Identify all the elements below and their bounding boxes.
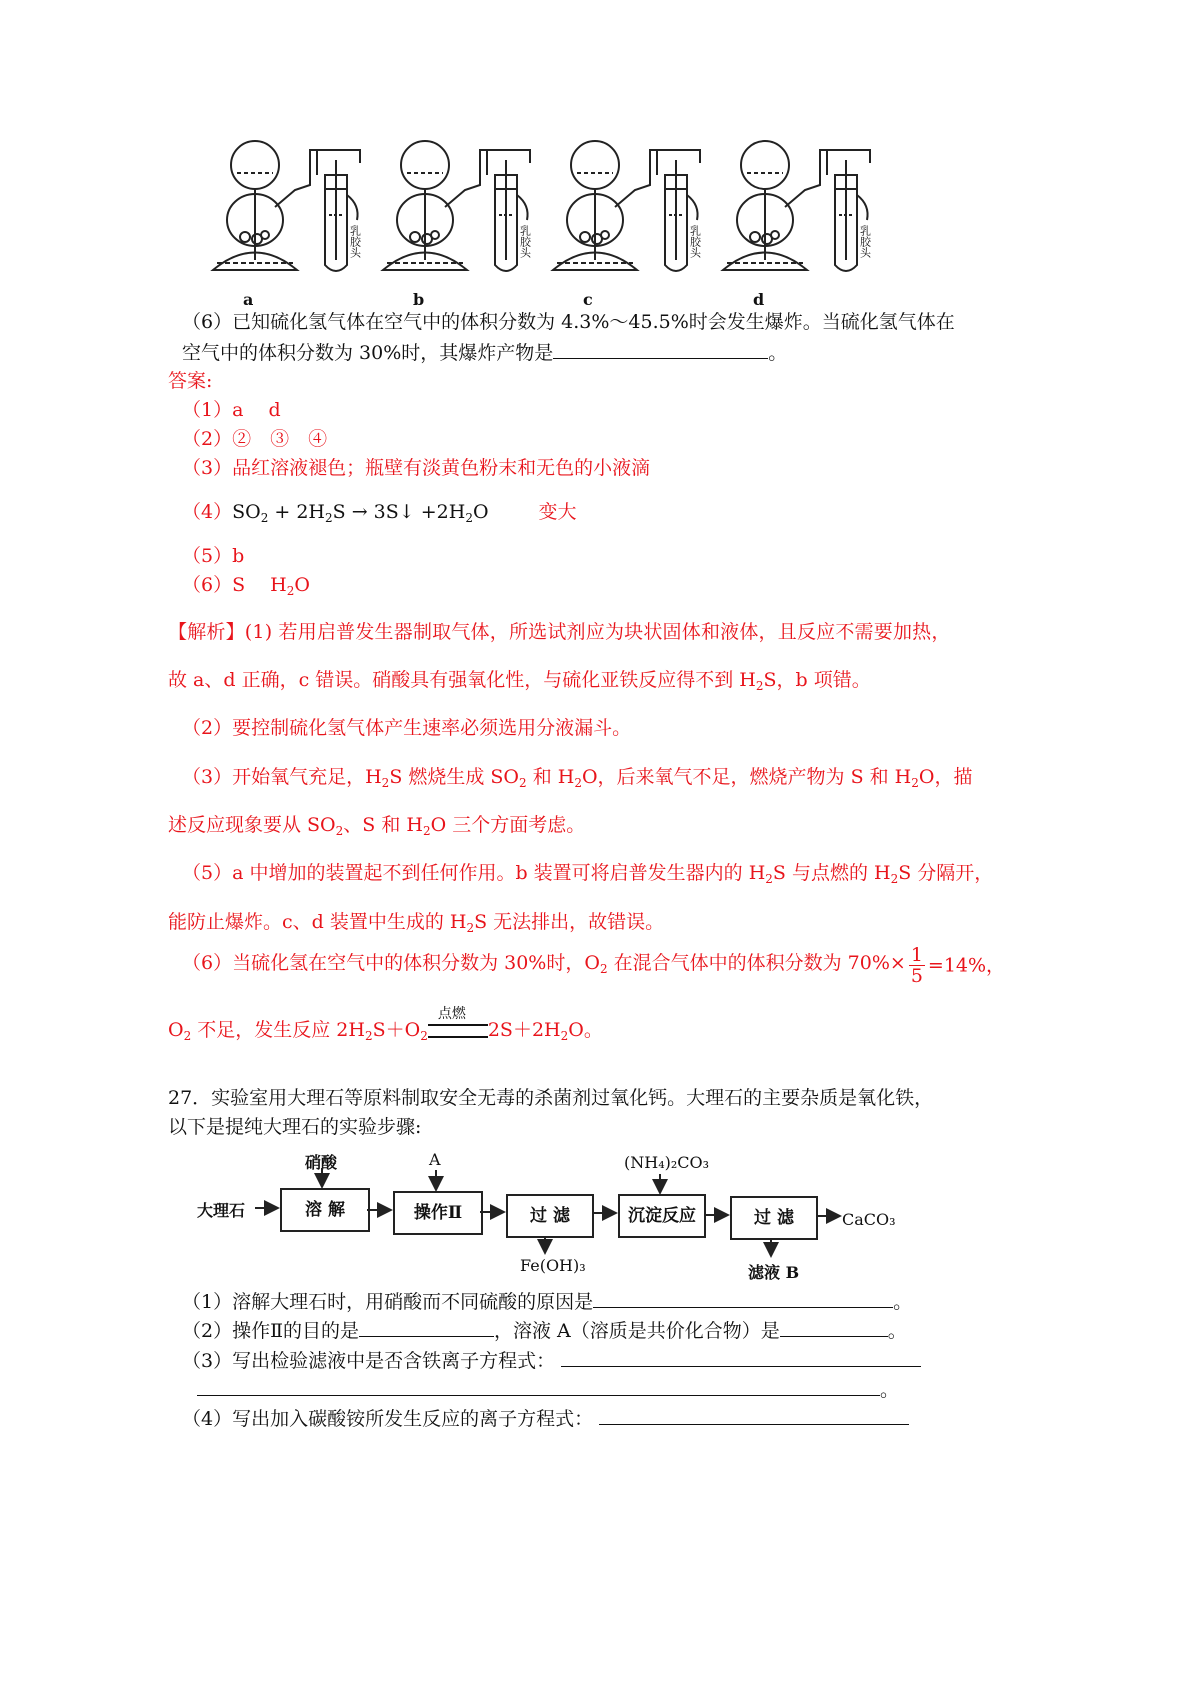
q27-sub4: （4）写出加入碳酸铵所发生反应的离子方程式： (182, 1406, 909, 1431)
answer-blank[interactable] (599, 1406, 909, 1425)
answers-title: 答案: (168, 370, 213, 392)
reagent-label: A (429, 1150, 441, 1169)
kipp-generator-b (383, 141, 532, 309)
answer-blank[interactable] (593, 1289, 893, 1308)
q27-sub1: （1）溶解大理石时，用硝酸而不同硫酸的原因是 。 (182, 1291, 913, 1313)
answer-2: （2）② ③ ④ (182, 428, 328, 450)
flow-arrows (0, 1150, 900, 1280)
analysis-line: （3）开始氧气充足，$H_2S$ 燃烧生成 $SO_2$ 和 $H_2O$，后来氧气不足，燃烧产物为 S 和 $H_2O$，描 (182, 766, 973, 790)
analysis-line: （6）当硫化氢在空气中的体积分数为 30%时，$O_2$ 在混合气体中的体积分数为 70%× $\frac{1}{5}$ =14%， (182, 944, 1006, 987)
answer-6: （6）S $H_2O$ (182, 574, 310, 598)
reagent-label: (NH₄)₂CO₃ (624, 1153, 710, 1172)
flow-step: 溶 解 (280, 1188, 370, 1232)
q6-line1: （6）已知硫化氢气体在空气中的体积分数为 4.3%～45.5%时会发生爆炸。当硫化氢气体在 (182, 311, 955, 333)
analysis-line: $O_2$ 不足，发生反应 $2H_2S+O_2$ 点燃 $2S+2H_2O$。 (168, 1006, 603, 1043)
answer-blank[interactable] (780, 1318, 888, 1337)
flow-step: 沉淀反应 (618, 1194, 706, 1238)
answer-3: （3）品红溶液褪色；瓶壁有淡黄色粉末和无色的小液滴 (182, 457, 651, 479)
product-label: CaCO₃ (842, 1210, 896, 1229)
flow-step: 操作Ⅱ (393, 1191, 483, 1235)
answer-blank[interactable] (197, 1377, 880, 1396)
flow-step: 过 滤 (730, 1196, 818, 1240)
analysis-line: 述反应现象要从 $SO_2$、S 和 $H_2O$ 三个方面考虑。 (168, 814, 586, 838)
analysis-line: 【解析】(1) 若用启普发生器制取气体，所选试剂应为块状固体和液体，且反应不需要加热， (168, 621, 951, 643)
latex-tube-label: 乳胶头 (518, 225, 532, 258)
kipp-generator-c (553, 141, 702, 309)
apparatus-figure (205, 135, 890, 310)
reaction-condition-sign: 点燃 (428, 1024, 488, 1038)
answer-blank[interactable] (359, 1318, 494, 1337)
analysis-line: 故 a、d 正确，c 错误。硝酸具有强氧化性，与硫化亚铁反应得不到 $H_2S$，b 项错。 (168, 669, 871, 693)
q27-sub3: （3）写出检验滤液中是否含铁离子方程式： (182, 1348, 921, 1373)
analysis-line: （5）a 中增加的装置起不到任何作用。b 装置可将启普发生器内的 $H_2S$ 与点燃的 $H_2S$ 分隔开， (182, 862, 994, 886)
output-label: 滤液 B (748, 1263, 800, 1282)
apparatus-label: b (413, 290, 425, 309)
latex-tube-label: 乳胶头 (688, 225, 702, 258)
reagent-label: 硝酸 (305, 1153, 338, 1172)
apparatus-label: c (583, 290, 593, 309)
q27-line2: 以下是提纯大理石的实验步骤: (168, 1116, 422, 1138)
answer-blank[interactable] (553, 340, 768, 359)
kipp-generator-a (213, 141, 362, 309)
q27-sub2: （2）操作Ⅱ的目的是 ，溶液 A（溶质是共价化合物）是 。 (182, 1320, 907, 1342)
q6-line2: 空气中的体积分数为 30%时，其爆炸产物是 。 (182, 342, 788, 364)
output-label: Fe(OH)₃ (520, 1256, 586, 1275)
answer-4: $(4)SO_2 + 2H_2S$ → 3S↓ $+2H_2O$ 变大 (182, 501, 577, 525)
apparatus-label: a (243, 290, 254, 309)
analysis-line: 能防止爆炸。c、d 装置中生成的 $H_2S$ 无法排出，故错误。 (168, 911, 665, 935)
flow-input: 大理石 (197, 1201, 246, 1220)
q27-line1: 27．实验室用大理石等原料制取安全无毒的杀菌剂过氧化钙。大理石的主要杂质是氧化铁， (168, 1087, 934, 1109)
answer-blank[interactable] (561, 1348, 921, 1367)
answer-1: （1）a d (182, 399, 281, 421)
answer-5: （5）b (182, 545, 245, 567)
fraction: $\frac{1}{5}$ (910, 944, 923, 987)
kipp-generator-d (723, 141, 872, 309)
analysis-line: （2）要控制硫化氢气体产生速率必须选用分液漏斗。 (182, 717, 632, 739)
flow-step: 过 滤 (506, 1194, 594, 1238)
latex-tube-label: 乳胶头 (348, 225, 362, 258)
q27-sub3-cont: 。 (197, 1377, 899, 1402)
apparatus-label: d (753, 290, 765, 309)
latex-tube-label: 乳胶头 (858, 225, 872, 258)
